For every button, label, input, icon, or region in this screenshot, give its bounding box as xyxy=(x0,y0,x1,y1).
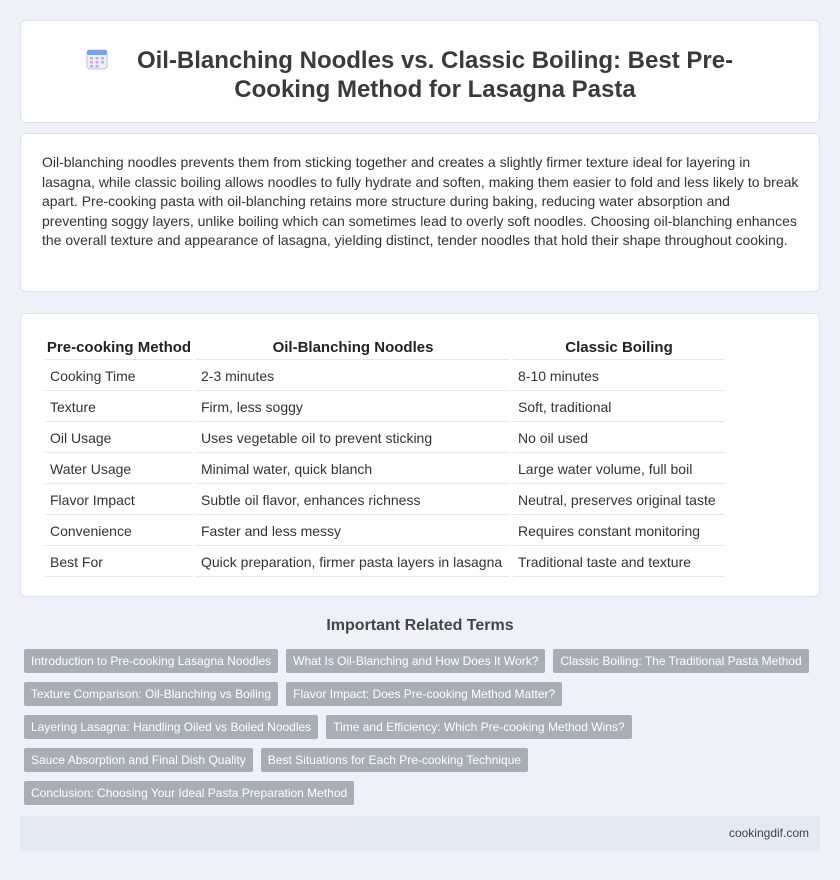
related-term-link[interactable]: What Is Oil-Blanching and How Does It Work? xyxy=(286,649,545,673)
oil-blanching-cell: Subtle oil flavor, enhances richness xyxy=(196,485,510,515)
column-header-oil-blanching: Oil-Blanching Noodles xyxy=(196,335,510,360)
oil-blanching-cell: Uses vegetable oil to prevent sticking xyxy=(196,423,510,453)
classic-boiling-cell: Soft, traditional xyxy=(513,392,725,422)
oil-blanching-cell: Faster and less messy xyxy=(196,516,510,546)
table-row xyxy=(45,547,725,577)
column-header-method: Pre-cooking Method xyxy=(45,335,193,360)
classic-boiling-cell: 8-10 minutes xyxy=(513,361,725,391)
row-label: Cooking Time xyxy=(45,361,193,391)
oil-blanching-cell: Quick preparation, firmer pasta layers in lasagna xyxy=(196,547,510,577)
row-label: Water Usage xyxy=(45,454,193,484)
table-row xyxy=(45,392,725,422)
column-header-classic-boiling: Classic Boiling xyxy=(513,335,725,360)
oil-blanching-cell: Firm, less soggy xyxy=(196,392,510,422)
row-label: Convenience xyxy=(45,516,193,546)
related-term-link[interactable]: Conclusion: Choosing Your Ideal Pasta Preparation Method xyxy=(24,781,354,805)
summary-paragraph: Oil-blanching noodles prevents them from sticking together and creates a slightly firmer texture ideal for layering in lasagna, while classic boiling allows noodles to fully hydrate and soften, making them easier to fold and less likely to break apart. Pre-cooking pasta with oil-blanching retains more structure during baking, reducing water absorption and preventing soggy layers, unlike boiling which can sometimes lead to overly soft noodles. Choosing oil-blanching enhances the overall texture and appearance of lasagna, yielding distinct, tender noodles that hold their shape throughout cooking. xyxy=(42,154,799,249)
table-row xyxy=(45,454,725,484)
summary-card xyxy=(20,133,820,292)
row-label: Best For xyxy=(45,547,193,577)
classic-boiling-cell: Traditional taste and texture xyxy=(513,547,725,577)
classic-boiling-cell: Requires constant monitoring xyxy=(513,516,725,546)
related-terms-heading: Important Related Terms xyxy=(326,617,514,634)
related-term-link[interactable]: Sauce Absorption and Final Dish Quality xyxy=(24,748,253,772)
page-title: Oil-Blanching Noodles vs. Classic Boiling: Best Pre-Cooking Method for Lasagna Pasta xyxy=(136,47,734,103)
related-term-link[interactable]: Introduction to Pre-cooking Lasagna Noodles xyxy=(24,649,278,673)
row-label: Oil Usage xyxy=(45,423,193,453)
table-row xyxy=(45,516,725,546)
classic-boiling-cell: Neutral, preserves original taste xyxy=(513,485,725,515)
footer xyxy=(20,816,820,850)
related-term-link[interactable]: Time and Efficiency: Which Pre-cooking Method Wins? xyxy=(326,715,631,739)
table-header-row xyxy=(45,335,725,360)
row-label: Texture xyxy=(45,392,193,422)
table-row xyxy=(45,361,725,391)
table-row xyxy=(45,485,725,515)
comparison-table-card xyxy=(20,313,820,597)
site-name[interactable]: cookingdif.com xyxy=(728,826,809,840)
related-term-link[interactable]: Flavor Impact: Does Pre-cooking Method Matter? xyxy=(286,682,562,706)
classic-boiling-cell: No oil used xyxy=(513,423,725,453)
classic-boiling-cell: Large water volume, full boil xyxy=(513,454,725,484)
related-term-link[interactable]: Layering Lasagna: Handling Oiled vs Boiled Noodles xyxy=(24,715,318,739)
related-term-link[interactable]: Texture Comparison: Oil-Blanching vs Boiling xyxy=(24,682,278,706)
comparison-table xyxy=(42,334,728,578)
oil-blanching-cell: Minimal water, quick blanch xyxy=(196,454,510,484)
table-row xyxy=(45,423,725,453)
related-terms-list xyxy=(24,649,814,805)
related-term-link[interactable]: Classic Boiling: The Traditional Pasta Method xyxy=(553,649,808,673)
related-term-link[interactable]: Best Situations for Each Pre-cooking Technique xyxy=(261,748,528,772)
row-label: Flavor Impact xyxy=(45,485,193,515)
title-card xyxy=(20,20,820,123)
oil-blanching-cell: 2-3 minutes xyxy=(196,361,510,391)
